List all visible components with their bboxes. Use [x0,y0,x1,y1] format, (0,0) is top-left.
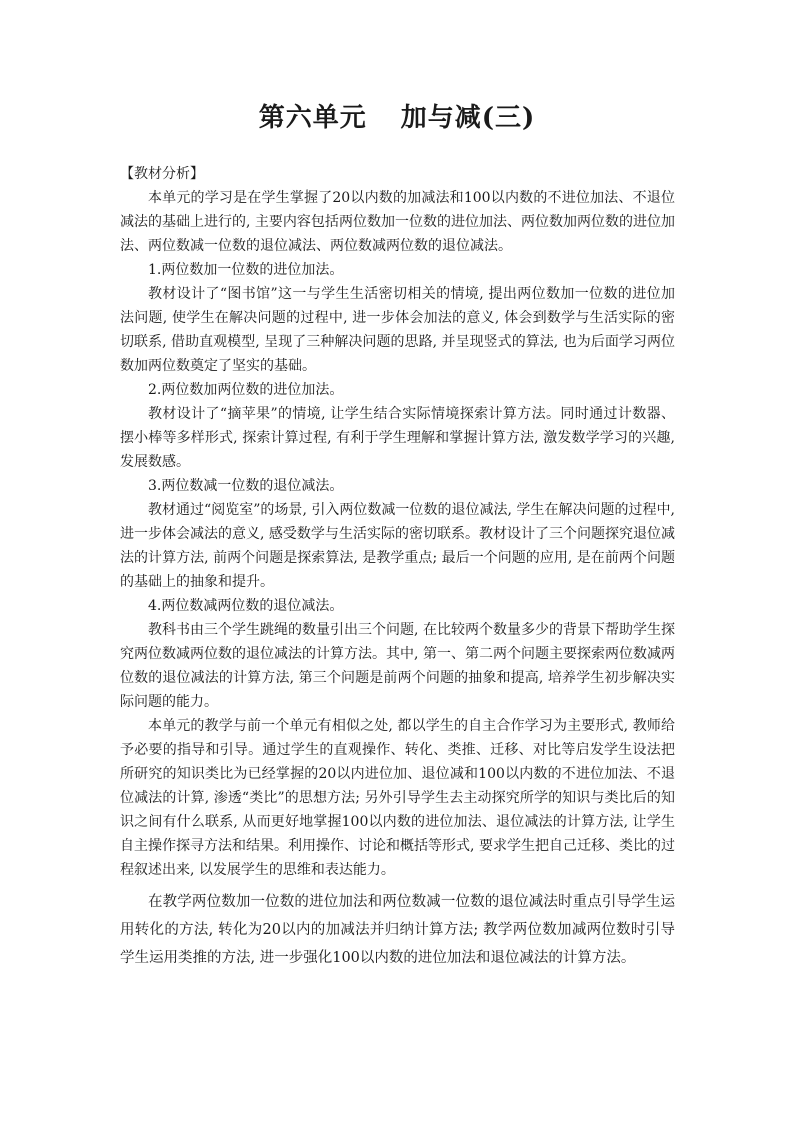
document-body [120,162,675,972]
subheading-3: 3.两位数减一位数的退位减法。 [148,478,344,494]
paragraph-2: 教材设计了“摘苹果”的情境, 让学生结合实际情境探索计算方法。同时通过计数器、摆小棒等多样形式, 探索计算过程, 有利于学生理解和掌握计算方法, 激发数学学习的兴趣, 发展数感。 [120,406,675,470]
section-heading: 【教材分析】 [120,166,204,182]
paragraph-closing: 在教学两位数加一位数的进位加法和两位数减一位数的退位减法时重点引导学生运用转化的方法, 转化为20以内的加减法并归纳计算方法; 教学两位数加减两位数时引导学生运用类推的方法, 进一步强化100以内数的进位加法和退位减法的计算方法。 [120,894,675,966]
subheading-2: 2.两位数加两位数的进位加法。 [148,382,344,398]
title-topic: 加与减(三) [400,103,536,133]
paragraph-4: 教科书由三个学生跳绳的数量引出三个问题, 在比较两个数量多少的背景下帮助学生探究两位数减两位数的退位减法的计算方法。其中, 第一、第二两个问题主要探索两位数减两位数的退位减法的计算方法, 第三个问题是前两个问题的抽象和提高, 培养学生初步解决实际问题的能力。 [120,622,675,710]
page-title [0,100,794,136]
paragraph-3: 教材通过“阅览室”的场景, 引入两位数减一位数的退位减法, 学生在解决问题的过程中, 进一步体会减法的意义, 感受数学与生活实际的密切联系。教材设计了三个问题探究退位减法的计算方法, 前两个问题是探索算法, 是教学重点; 最后一个问题的应用, 是在前两个问题的基础上的抽象和提升。 [120,502,675,590]
title-unit: 第六单元 [258,103,367,133]
paragraph-intro: 本单元的学习是在学生掌握了20以内数的加减法和100以内数的不进位加法、不退位减法的基础上进行的, 主要内容包括两位数加一位数的进位加法、两位数加两位数的进位加法、两位数减一位数的退位减法、两位数减两位数的退位减法。 [120,190,675,254]
subheading-1: 1.两位数加一位数的进位加法。 [148,262,344,278]
paragraph-teaching: 本单元的教学与前一个单元有相似之处, 都以学生的自主合作学习为主要形式, 教师给予必要的指导和引导。通过学生的直观操作、转化、类推、迁移、对比等启发学生设法把所研究的知识类比为已经掌握的20以内进位加、退位减和100以内数的不进位加法、不退位减法的计算, 渗透“类比”的思想方法; 另外引导学生去主动探究所学的知识与类比后的知识之间有什么联系, 从而更好地掌握100以内数的进位加法、退位减法的计算方法, 让学生自主操作探寻方法和结果。利用操作、讨论和概括等形式, 要求学生把自己迁移、类比的过程叙述出来, 以发展学生的思维和表达能力。 [120,718,675,878]
paragraph-1: 教材设计了“图书馆”这一与学生生活密切相关的情境, 提出两位数加一位数的进位加法问题, 使学生在解决问题的过程中, 进一步体会加法的意义, 体会到数学与生活实际的密切联系, 借助直观模型, 呈现了三种解决问题的思路, 并呈现竖式的算法, 也为后面学习两位数加两位数奠定了坚实的基础。 [120,286,675,374]
subheading-4: 4.两位数减两位数的退位减法。 [148,598,344,614]
